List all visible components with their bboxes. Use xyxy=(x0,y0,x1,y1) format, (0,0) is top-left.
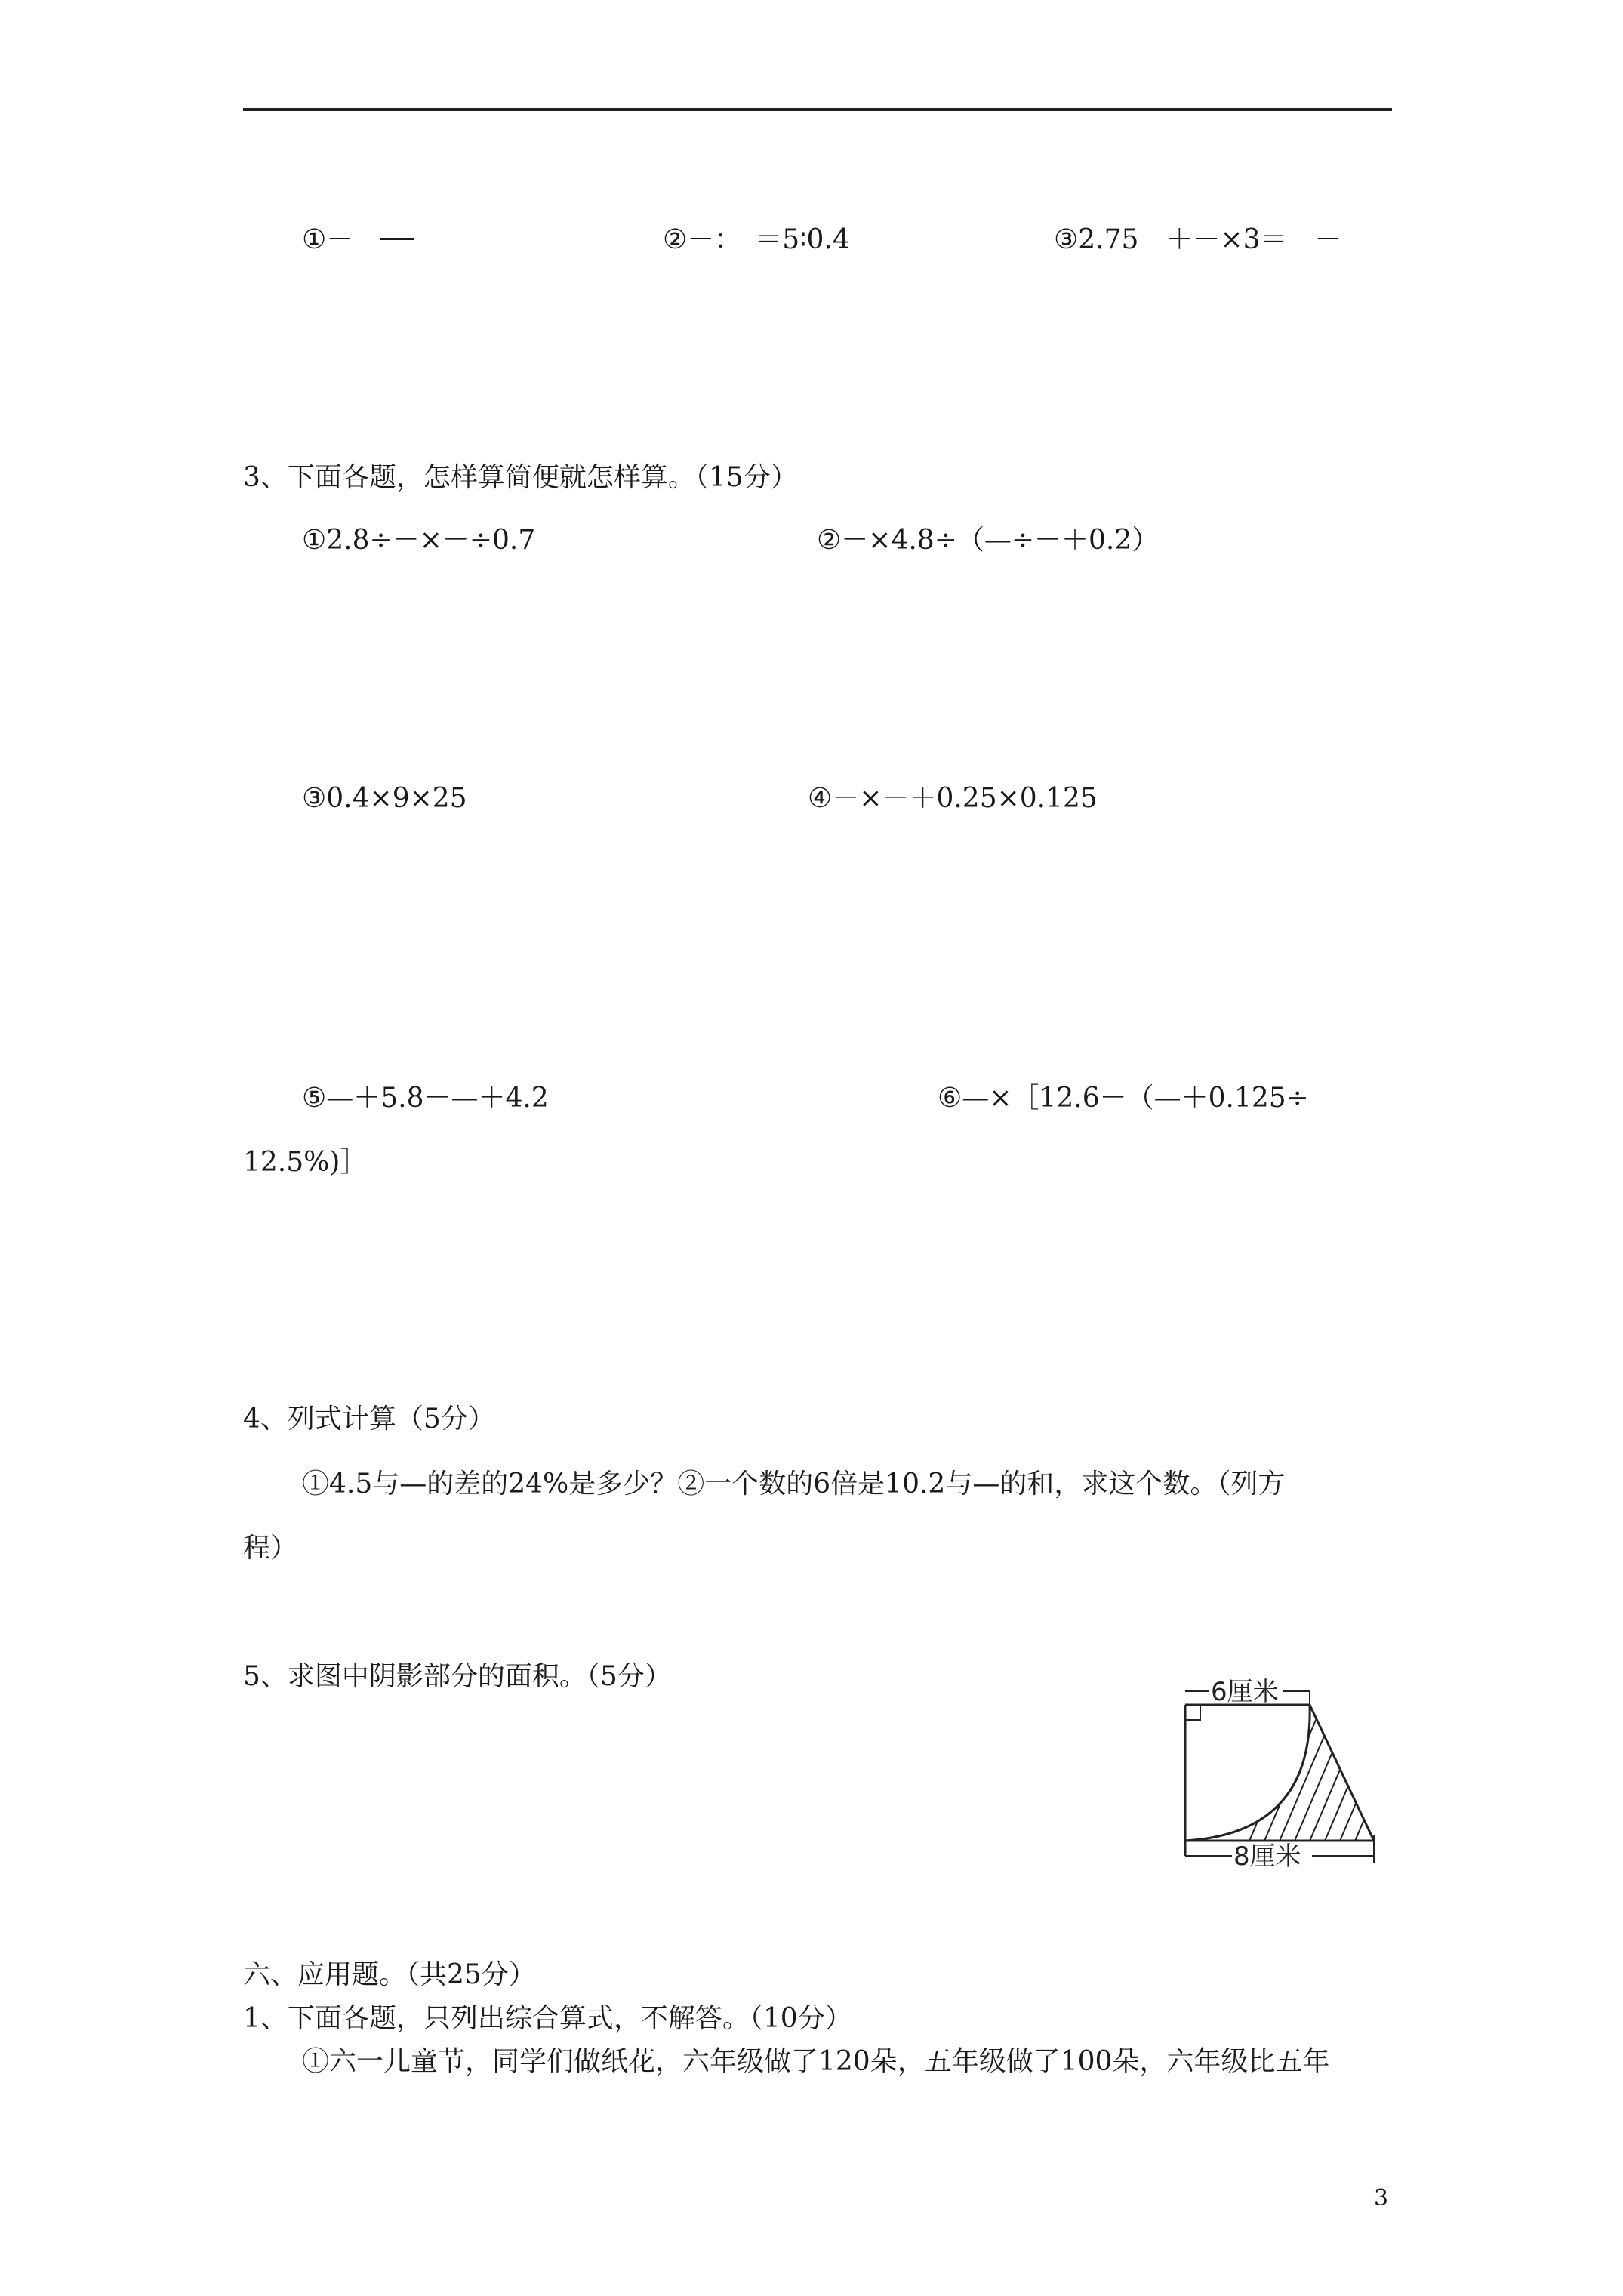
top-dimension-label: 6厘米 xyxy=(1211,1677,1279,1707)
page-number: 3 xyxy=(1374,2185,1389,2211)
quarter-arc xyxy=(1185,1705,1310,1841)
shaded-region xyxy=(1246,1699,1397,1850)
section3-item-4: ④－×－＋0.25×0.125 xyxy=(808,783,1098,814)
header-rule xyxy=(243,108,1392,111)
section4-line-1: ①4.5与—的差的24%是多少？②一个数的6倍是10.2与—的和，求这个数。（列方 xyxy=(302,1469,1286,1499)
section3-item-3: ③0.4×9×25 xyxy=(302,783,467,814)
section3-item-2: ②－×4.8÷（—÷－＋0.2） xyxy=(817,525,1160,556)
section3-item-6-continued: 12.5%)］ xyxy=(243,1147,368,1178)
section3-item-6: ⑥—×［12.6－（—＋0.125÷ xyxy=(938,1083,1309,1114)
equation-item-1: ①－ ── xyxy=(302,224,414,255)
shaded-area-figure xyxy=(1163,1676,1397,1895)
section6-heading: 六、应用题。（共25分） xyxy=(243,1959,536,1990)
equation-item-2: ②－： ＝5∶0.4 xyxy=(663,224,850,255)
section3-item-1: ①2.8÷－×－÷0.7 xyxy=(302,525,536,556)
section6-sub1-item-1: ①六一儿童节，同学们做纸花，六年级做了120朵，五年级做了100朵，六年级比五年 xyxy=(302,2046,1330,2077)
right-angle-mark xyxy=(1185,1705,1200,1720)
section6-sub1-heading: 1、下面各题，只列出综合算式，不解答。（10分） xyxy=(243,2003,852,2034)
section5-heading: 5、求图中阴影部分的面积。（5分） xyxy=(243,1661,672,1692)
section4-heading: 4、列式计算（5分） xyxy=(243,1404,495,1435)
section3-item-5: ⑤—＋5.8－—＋4.2 xyxy=(302,1083,549,1114)
equation-item-3: ③2.75 ＋－×3＝ － xyxy=(1054,224,1342,255)
section3-heading: 3、下面各题，怎样算简便就怎样算。（15分） xyxy=(243,462,798,493)
bottom-dimension-label: 8厘米 xyxy=(1233,1841,1301,1872)
slant-edge xyxy=(1310,1705,1374,1841)
section4-line-2: 程） xyxy=(243,1533,298,1564)
